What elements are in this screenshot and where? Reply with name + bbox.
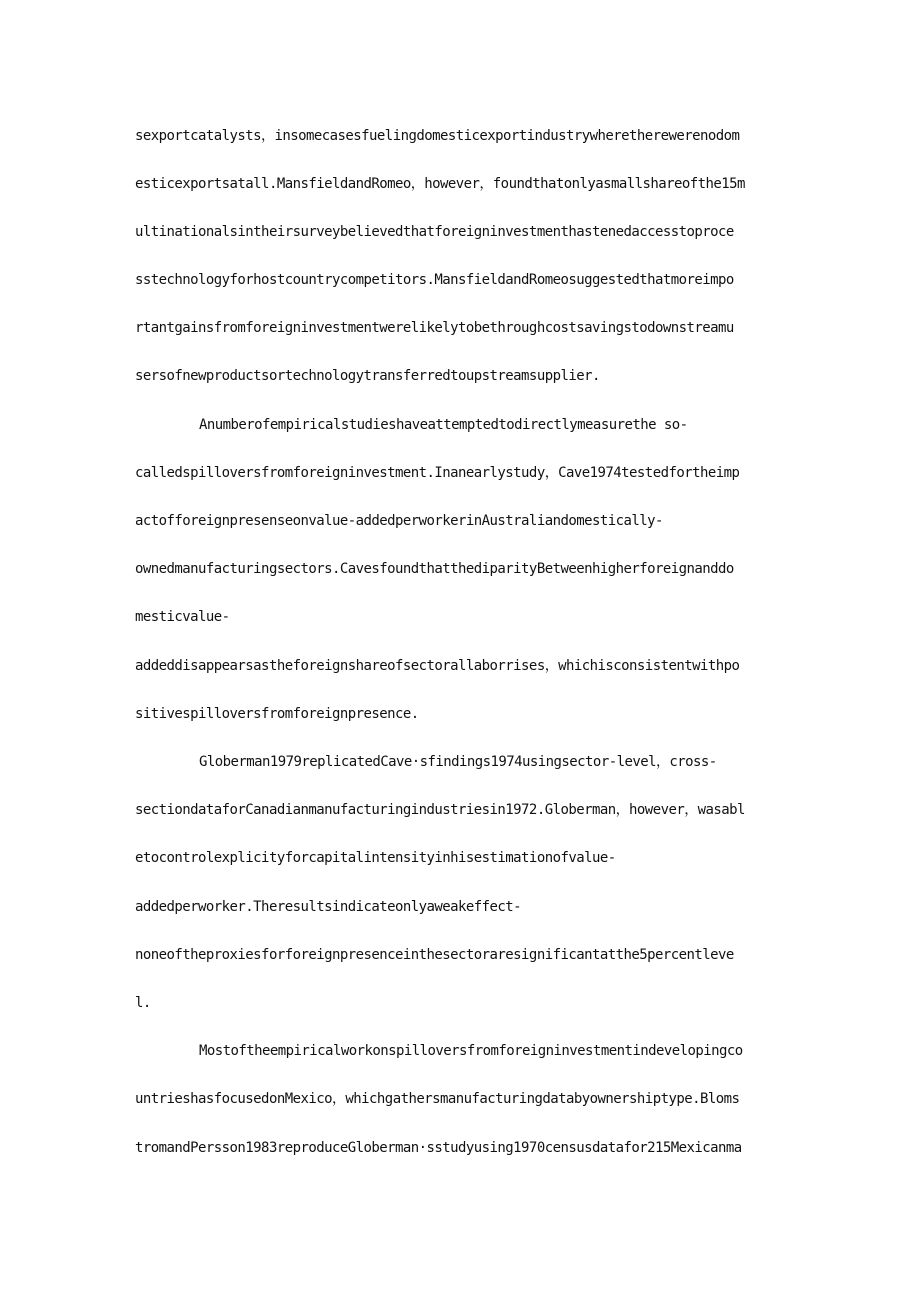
text-line-11: mesticvalue-: [135, 609, 230, 625]
text-line-9: actofforeignpresenseonvalue-addedperworkerinAustraliandomestically-: [135, 513, 663, 529]
text-line-21: untrieshasfocusedonMexico，whichgathersmanufacturingdatabyownershiptype.Bloms: [135, 1091, 740, 1107]
text-line-4: sstechnologyforhostcountrycompetitors.MansfieldandRomeosuggestedthatmoreimpo: [135, 272, 734, 288]
text-line-7: Anumberofempiricalstudieshaveattemptedtodirectlymeasurethe so-: [199, 417, 688, 433]
text-line-14: Globerman1979replicatedCave·sfindings1974usingsector-level，cross-: [199, 754, 717, 770]
text-line-17: addedperworker.Theresultsindicateonlyaweakeffect-: [135, 899, 522, 915]
text-line-19: l.: [135, 995, 151, 1011]
text-line-20: Mostoftheempiricalworkonspilloversfromforeigninvestmentindevelopingco: [199, 1043, 743, 1059]
text-line-1: sexportcatalysts，insomecasesfuelingdomesticexportindustrywheretherewerenodom: [135, 128, 740, 144]
text-line-15: sectiondataforCanadianmanufacturingindustriesin1972.Globerman，however，wasabl: [135, 802, 745, 818]
text-line-5: rtantgainsfromforeigninvestmentwerelikelytobethroughcostsavingstodownstreamu: [135, 320, 734, 336]
text-line-10: ownedmanufacturingsectors.CavesfoundthatthediparityBetweenhigherforeignanddo: [135, 561, 734, 577]
text-line-13: sitivespilloversfromforeignpresence.: [135, 706, 419, 722]
text-line-18: noneoftheproxiesforforeignpresenceinthesectoraresignificantatthe5percentleve: [135, 947, 734, 963]
text-line-16: etocontrolexplicityforcapitalintensityinhisestimationofvalue-: [135, 850, 616, 866]
text-line-3: ultinationalsintheirsurveybelievedthatforeigninvestmenthastenedaccesstoproce: [135, 224, 734, 240]
text-line-8: calledspilloversfromforeigninvestment.Inanearlystudy，Cave1974testedfortheimp: [135, 465, 740, 481]
text-line-6: sersofnewproductsortechnologytransferredtoupstreamsupplier.: [135, 368, 600, 384]
text-line-2: esticexportsatall.MansfieldandRomeo，however，foundthatonlyasmallshareofthe15m: [135, 176, 745, 192]
text-line-22: tromandPersson1983reproduceGloberman·sstudyusing1970censusdatafor215Mexicanma: [135, 1140, 742, 1156]
text-line-12: addeddisappearsastheforeignshareofsectorallaborrises，whichisconsistentwithpo: [135, 658, 740, 674]
